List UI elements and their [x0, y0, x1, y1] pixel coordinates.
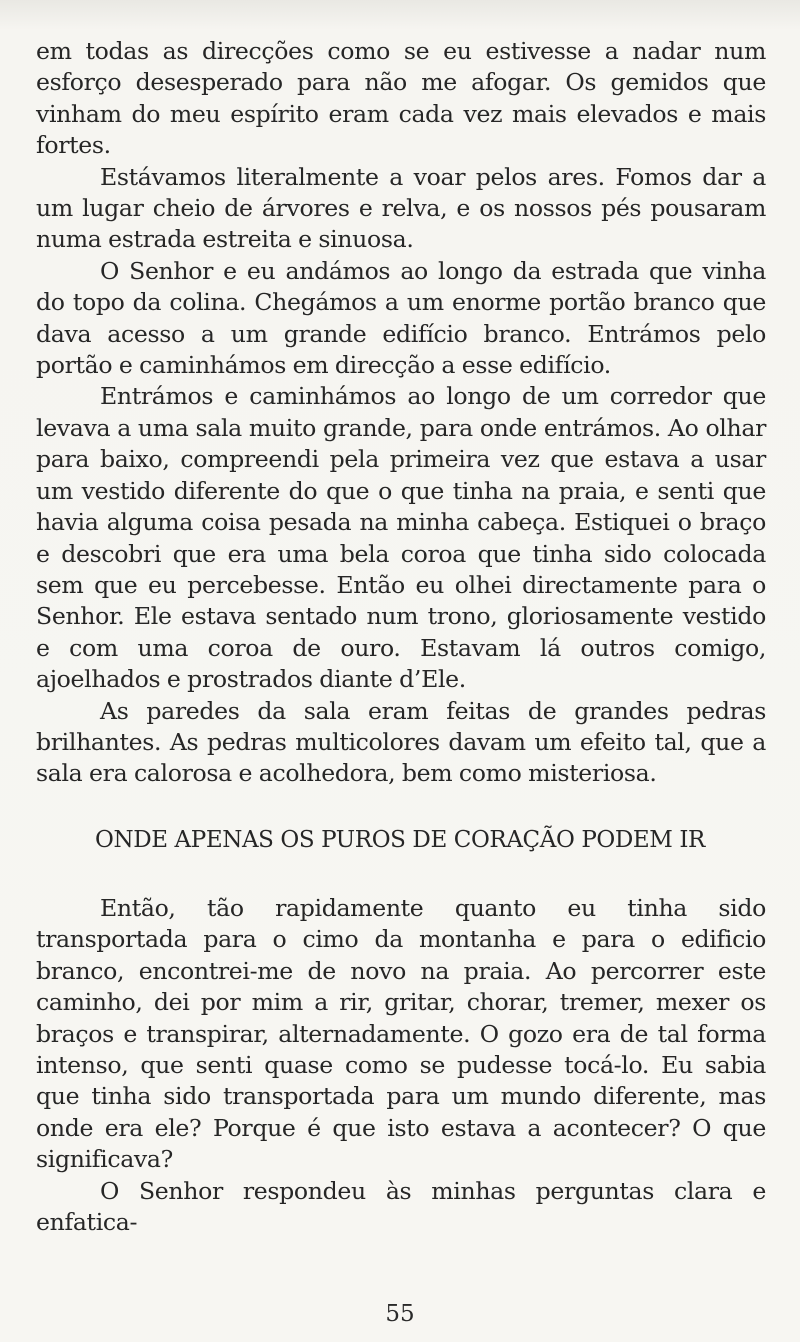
paragraph-continuation: em todas as direcções como se eu estivesse a nadar num esforço desesperado para não me afogar. Os gemidos que vinham do meu espírito eram cada vez mais elevados e mais fortes.	[36, 37, 766, 160]
paragraph-large-room: Entrámos e caminhámos ao longo de um corredor que levava a uma sala muito grande, para onde entrámos. Ao olhar para baixo, compreendi pela primeira vez que estava a usar um vestido diferente do que o que tinha na praia, e senti que havia alguma coisa pesada na minha cabeça. Estiquei o braço e descobri que era uma bela coroa que tinha sido colocada sem que eu percebesse. Então eu olhei directamente para o Senhor. Ele estava sentado num trono, gloriosamente vestido e com uma coroa de ouro. Estavam lá outros comigo, ajoelhados e prostrados diante d’Ele.	[36, 382, 766, 694]
paragraph-walls: As paredes da sala eram feitas de grandes pedras brilhantes. As pedras multicolores davam um efeito tal, que a sala era calorosa e acolhedora, bem como misteriosa.	[36, 696, 766, 788]
paragraph-back-to-beach: Então, tão rapidamente quanto eu tinha sido transportada para o cimo da montanha e para o edificio branco, encontrei-me de novo na praia. Ao percorrer este caminho, dei por mim a rir, gritar, chorar, tremer, mexer os braços e transpirar, alternadamente. O gozo era de tal forma intenso, que senti quase como se pudesse tocá-lo. Eu sabia que tinha sido transportada para um mundo diferente, mas onde era ele? Porque é que isto estava a acontecer? O que significava?	[36, 894, 766, 1174]
page-number: 55	[385, 1301, 415, 1327]
paragraph-white-gate: O Senhor e eu andámos ao longo da estrada que vinha do topo da colina. Chegámos a um enorme portão branco que dava acesso a um grande edifício branco. Entrámos pelo portão e caminhámos em direcção a esse edifício.	[36, 256, 766, 380]
section-heading: ONDE APENAS OS PUROS DE CORAÇÃO PODEM IR	[95, 827, 705, 853]
body-text-section-2	[36, 893, 766, 1238]
paragraph-flying: Estávamos literalmente a voar pelos ares. Fomos dar a um lugar cheio de árvores e relva, e os nossos pés pousaram numa estrada estreita e sinuosa.	[36, 162, 766, 254]
body-text-section-1	[36, 36, 766, 790]
paragraph-lord-answered: O Senhor respondeu às minhas perguntas clara e enfatica-	[36, 1176, 766, 1237]
